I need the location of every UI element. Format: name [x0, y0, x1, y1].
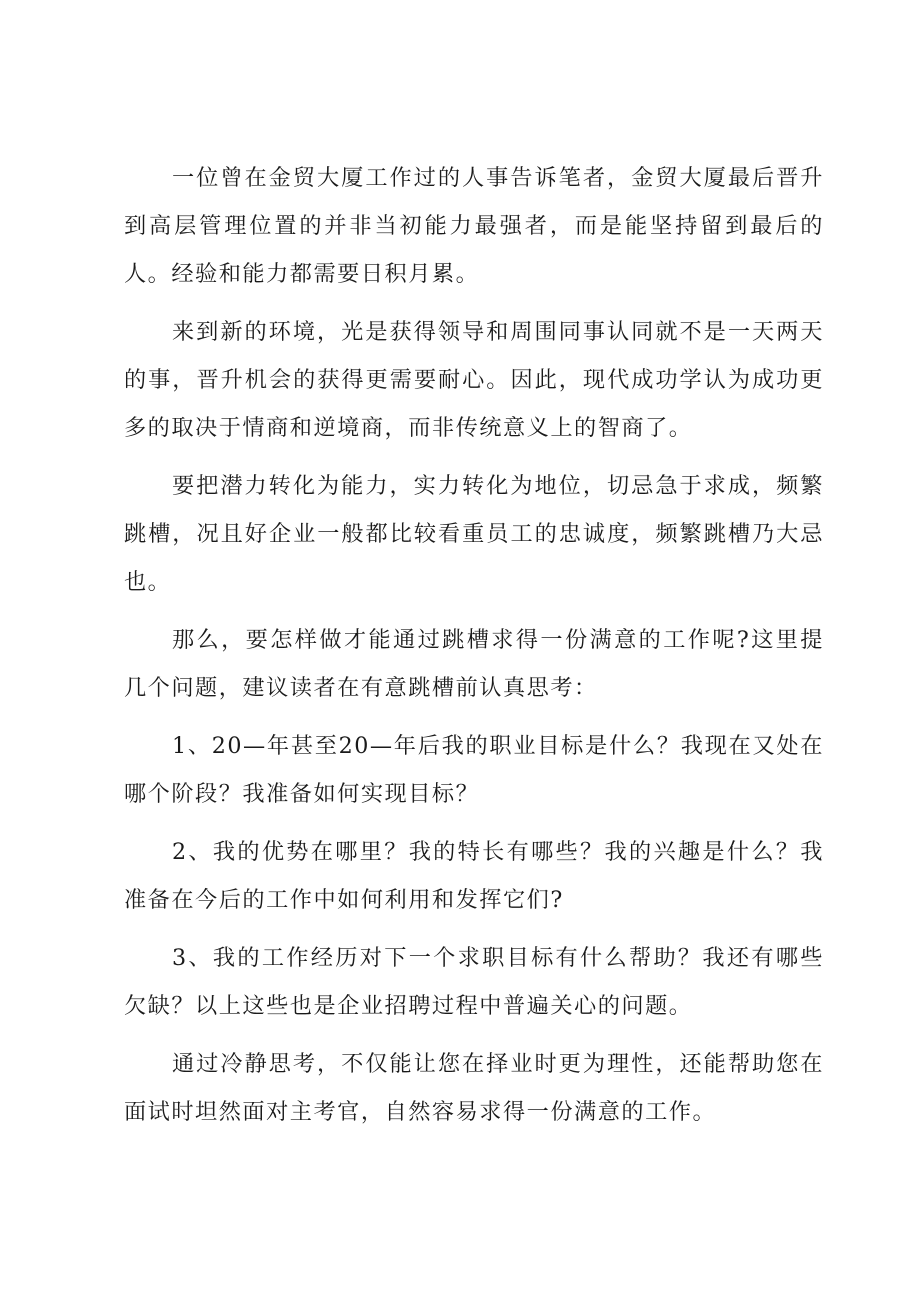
document-body: [124, 154, 824, 1146]
paragraph-3: 要把潜力转化为能力，实力转化为地位，切忌急于求成，频繁跳槽，况且好企业一般都比较看重员工的忠诚度，频繁跳槽乃大忌也。: [124, 473, 824, 595]
paragraph-6: 2、我的优势在哪里？我的特长有哪些？我的兴趣是什么？我准备在今后的工作中如何利用和发挥它们?: [124, 839, 824, 913]
paragraph-8: 通过冷静思考，不仅能让您在择业时更为理性，还能帮助您在面试时坦然面对主考官，自然容易求得一份满意的工作。: [124, 1051, 824, 1125]
paragraph-5: 1、20—年甚至20—年后我的职业目标是什么？我现在又处在哪个阶段？我准备如何实现目标？: [124, 733, 824, 807]
paragraph-2: 来到新的环境，光是获得领导和周围同事认同就不是一天两天的事，晋升机会的获得更需要耐心。因此，现代成功学认为成功更多的取决于情商和逆境商，而非传统意义上的智商了。: [124, 319, 824, 441]
paragraph-1: 一位曾在金贸大厦工作过的人事告诉笔者，金贸大厦最后晋升到高层管理位置的并非当初能力最强者，而是能坚持留到最后的人。经验和能力都需要日积月累。: [124, 165, 824, 287]
paragraph-4: 那么，要怎样做才能通过跳槽求得一份满意的工作呢?这里提几个问题，建议读者在有意跳槽前认真思考：: [124, 627, 824, 701]
paragraph-7: 3、我的工作经历对下一个求职目标有什么帮助？我还有哪些欠缺？以上这些也是企业招聘过程中普遍关心的问题。: [124, 945, 824, 1019]
